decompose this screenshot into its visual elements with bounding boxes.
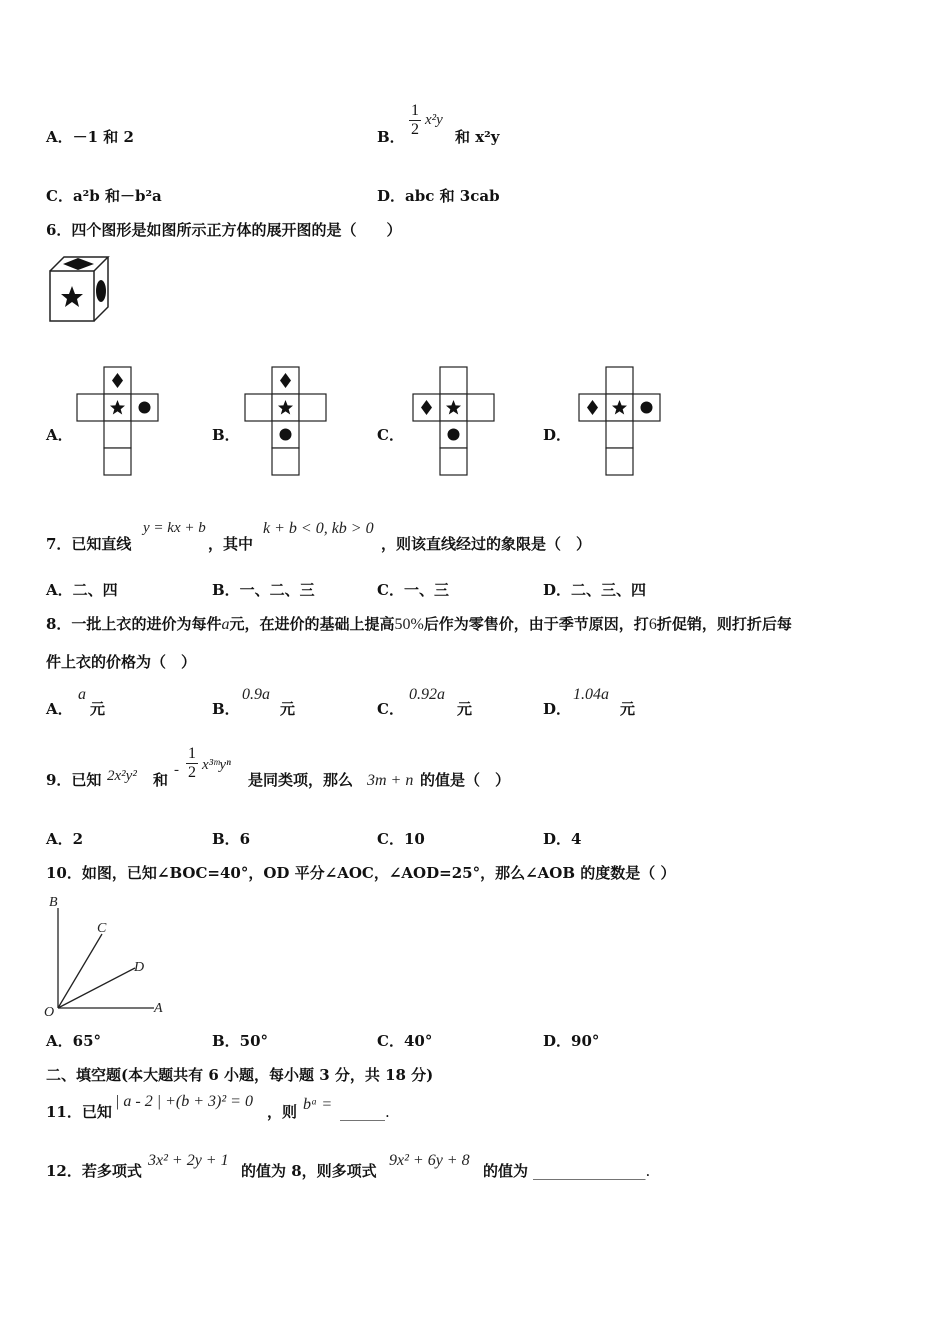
- q9-text-post: 的值是（ ）: [420, 771, 511, 789]
- cube-star-icon: [61, 286, 83, 307]
- net-d-circle-icon: [641, 402, 653, 414]
- q8-option-a-value: a: [78, 686, 86, 703]
- q10-label-a: A: [154, 1001, 163, 1016]
- q12-polynomial-2: 9x² + 6y + 8: [389, 1152, 470, 1169]
- q12-text-post: 的值为: [483, 1162, 529, 1180]
- q5-option-b-text: 和 x²y: [455, 128, 500, 146]
- q9-fraction: 1 2: [188, 745, 196, 781]
- net-c-circle-icon: [448, 429, 460, 441]
- q6-question: 6．四个图形是如图所示正方体的展开图的是（ ）: [46, 221, 402, 239]
- q7-text-pre: 7．已知直线: [46, 535, 132, 553]
- q9-text-and: 和: [153, 771, 169, 789]
- q9-option-b: B．6: [212, 830, 251, 848]
- q7-option-a: A．二、四: [46, 581, 118, 599]
- q9-term1: 2x²y²: [107, 768, 137, 784]
- q10-option-b: B．50°: [212, 1032, 269, 1050]
- q9-text-pre: 9．已知: [46, 771, 102, 789]
- q5-option-c: C．a²b 和－b²a: [46, 187, 162, 205]
- q10-question: 10．如图，已知∠BOC=40°，OD 平分∠AOC，∠AOD=25°，那么∠AOB 的度数是（ ）: [46, 864, 676, 882]
- q8-option-c-value: 0.92a: [409, 686, 445, 703]
- q5-option-b-fraction: 1 2: [411, 102, 419, 138]
- q10-option-c: C．40°: [377, 1032, 433, 1050]
- q6-net-d: [578, 366, 662, 478]
- q10-option-d: D．90°: [543, 1032, 600, 1050]
- q6-label-d: D．: [543, 426, 572, 444]
- q5-option-a: A．－1 和 2: [46, 128, 134, 146]
- q8-line2: 件上衣的价格为（ ）: [46, 653, 197, 671]
- q6-label-b: B．: [212, 426, 240, 444]
- q11-answer-blank[interactable]: ______.: [340, 1103, 390, 1121]
- net-b-circle-icon: [280, 429, 292, 441]
- q11-expression: bᵃ =: [303, 1096, 333, 1113]
- section2-title: 二、填空题(本大题共有 6 小题，每小题 3 分，共 18 分): [46, 1066, 434, 1084]
- q9-text-mid: 是同类项，那么: [248, 771, 354, 789]
- q7-option-d: D．二、三、四: [543, 581, 647, 599]
- q6-net-c: [412, 366, 496, 478]
- q10-label-b: B: [49, 895, 58, 910]
- q12-answer-blank[interactable]: _______________.: [533, 1162, 651, 1180]
- q8-option-a-label: A．: [46, 700, 73, 718]
- q7-equation: y = kx + b: [143, 520, 206, 536]
- q8-option-c-unit: 元: [457, 700, 473, 718]
- q8-option-d-value: 1.04a: [573, 686, 609, 703]
- q7-text-post: ，则该直线经过的象限是（ ）: [381, 535, 592, 553]
- q7-condition: k + b < 0, kb > 0: [263, 520, 374, 537]
- q10-angle-figure: [42, 892, 172, 1020]
- q8-option-d-unit: 元: [620, 700, 636, 718]
- q8-line1: 8．一批上衣的进价为每件a元，在进价的基础上提高50%后作为零售价，由于季节原因，打6折促销，则打折后每: [46, 615, 792, 633]
- q8-option-a-unit: 元: [90, 700, 106, 718]
- q6-net-a: [76, 366, 160, 478]
- q5-option-b-expr: x²y: [425, 112, 443, 128]
- cube-circle-icon: [96, 280, 106, 302]
- q8-option-b-unit: 元: [280, 700, 296, 718]
- q12-text-pre: 12．若多项式: [46, 1162, 142, 1180]
- q11-text-pre: 11．已知: [46, 1103, 112, 1121]
- q7-text-mid: ，其中: [208, 535, 254, 553]
- q10-label-c: C: [97, 921, 107, 936]
- q5-option-d: D．abc 和 3cab: [377, 187, 500, 205]
- q9-expression: 3m + n: [367, 772, 414, 789]
- q12-polynomial-1: 3x² + 2y + 1: [148, 1152, 229, 1169]
- q8-option-b-value: 0.9a: [242, 686, 270, 703]
- q8-option-c-label: C．: [377, 700, 404, 718]
- q10-label-o: O: [44, 1005, 55, 1020]
- q11-text-mid: ，则: [267, 1103, 298, 1121]
- q9-option-a: A．2: [46, 830, 84, 848]
- q6-cube-figure: [48, 254, 110, 324]
- q6-label-a: A．: [46, 426, 73, 444]
- q10-label-d: D: [134, 960, 145, 975]
- cube-diamond-icon: [63, 258, 94, 270]
- q8-option-b-label: B．: [212, 700, 240, 718]
- q9-term2: x³ᵐyⁿ: [202, 757, 231, 773]
- q9-option-c: C．10: [377, 830, 425, 848]
- q12-text-mid: 的值为 8，则多项式: [241, 1162, 377, 1180]
- q11-equation: | a - 2 | +(b + 3)² = 0: [115, 1093, 253, 1110]
- q8-option-d-label: D．: [543, 700, 572, 718]
- q9-option-d: D．4: [543, 830, 582, 848]
- q6-label-c: C．: [377, 426, 404, 444]
- q7-option-c: C．一、三: [377, 581, 449, 599]
- q5-option-b-label: B．: [377, 128, 405, 146]
- q6-net-b: [244, 366, 328, 478]
- net-a-circle-icon: [139, 402, 151, 414]
- q9-minus: -: [174, 762, 179, 778]
- q7-option-b: B．一、二、三: [212, 581, 315, 599]
- q10-option-a: A．65°: [46, 1032, 102, 1050]
